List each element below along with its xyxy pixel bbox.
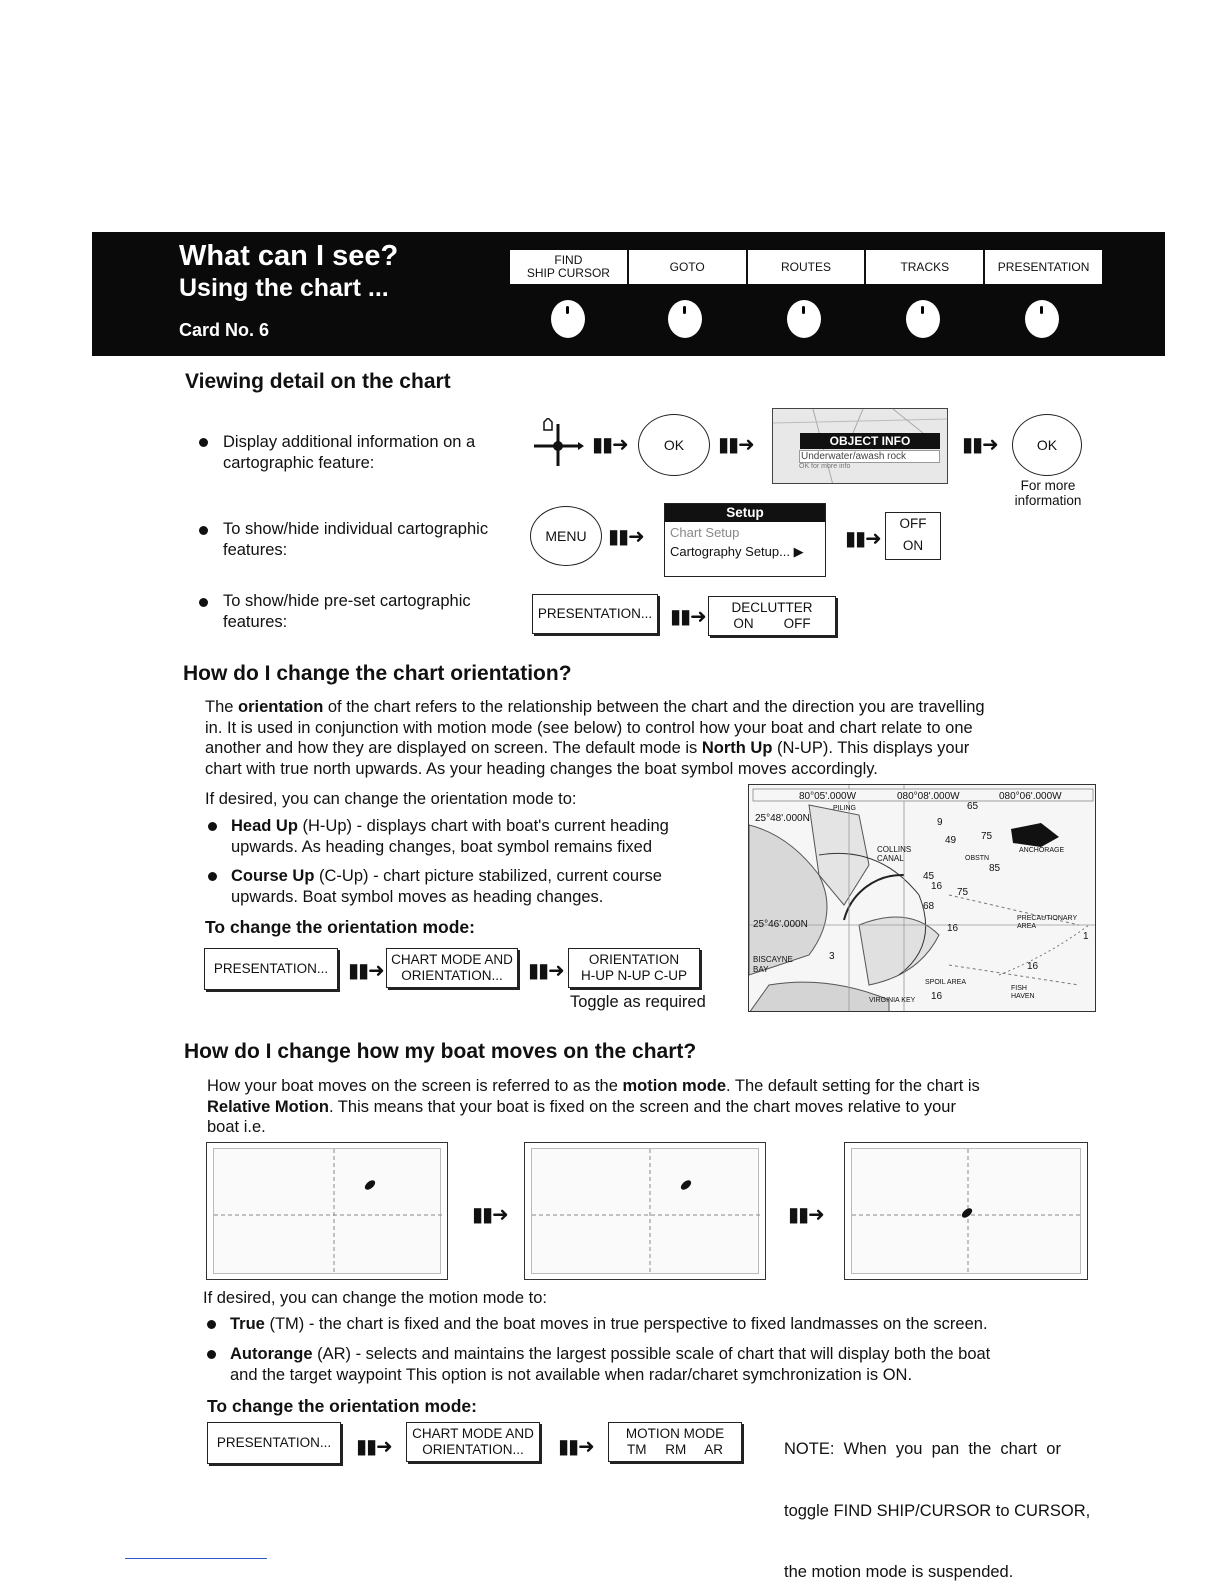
map-depth: 1 <box>1083 931 1089 942</box>
map-label: BISCAYNE BAY <box>753 955 793 974</box>
motion-paragraph <box>207 1076 1097 1138</box>
softkey-tracks[interactable] <box>866 250 985 284</box>
text-line: To show/hide pre-set cartographic <box>223 592 471 610</box>
softkey-label: GOTO <box>669 259 705 274</box>
text-line: upwards. Boat symbol moves as heading changes. <box>231 887 604 906</box>
motion-screen-1 <box>206 1142 448 1280</box>
bullet-icon <box>207 1350 216 1359</box>
object-info-title: OBJECT INFO <box>800 433 940 449</box>
screen-display <box>851 1148 1081 1274</box>
bullet-icon <box>199 438 208 447</box>
section-heading-viewing: Viewing detail on the chart <box>185 370 451 393</box>
text-line: ORIENTATION... <box>401 968 503 983</box>
declutter-toggle[interactable] <box>708 596 836 636</box>
text-line <box>207 1076 1097 1097</box>
map-depth: 85 <box>989 863 1001 874</box>
softkey-presentation[interactable] <box>985 250 1102 284</box>
map-coordinate: 25°48'.000N <box>755 813 810 824</box>
text-run: (C-Up) - chart picture stabilized, current course <box>314 867 662 885</box>
screen-grid-icon <box>532 1149 760 1275</box>
text-line: upwards. As heading changes, boat symbol remains fixed <box>231 837 652 856</box>
text-run: How your boat moves on the screen is referred to as the <box>207 1077 623 1095</box>
motion-if-desired: If desired, you can change the motion mode to: <box>203 1289 547 1307</box>
text-line <box>231 816 669 837</box>
text-run: (TM) - the chart is fixed and the boat moves in true perspective to fixed landmasses on the screen. <box>264 1315 988 1333</box>
softkey-goto[interactable] <box>629 250 748 284</box>
autorange-bullet <box>230 1344 990 1385</box>
map-depth: 75 <box>957 887 969 898</box>
text-run: (H-Up) - displays chart with boat's current heading <box>297 817 669 835</box>
softkey-label: PRESENTATION <box>997 259 1090 274</box>
arrow-icon: ▮▮➜ <box>356 1436 392 1458</box>
bullet-icon <box>199 598 208 607</box>
head-up-bullet <box>231 816 669 857</box>
arrow-icon: ▮▮➜ <box>718 434 754 456</box>
map-label: FISH HAVEN <box>1011 985 1035 1000</box>
declutter-options: ON OFF <box>733 616 811 631</box>
text-run-bold: Autorange <box>230 1345 313 1363</box>
arrow-icon: ▮▮➜ <box>788 1204 824 1226</box>
setup-menu-title: Setup <box>665 504 825 522</box>
text-run-bold: motion mode <box>622 1077 727 1095</box>
presentation-button[interactable] <box>207 1422 341 1464</box>
text-line: toggle FIND SHIP/CURSOR to CURSOR, <box>784 1501 1091 1520</box>
presentation-label: PRESENTATION... <box>537 606 653 621</box>
text-line: CHART MODE AND <box>412 1426 534 1441</box>
text-line <box>207 1097 1097 1118</box>
map-depth: 3 <box>829 951 835 962</box>
map-depth: 9 <box>937 817 943 828</box>
bullet-text <box>223 519 488 560</box>
presentation-label: PRESENTATION... <box>213 961 329 976</box>
chart-mode-orientation-button[interactable] <box>406 1422 540 1462</box>
section-heading-motion: How do I change how my boat moves on the chart? <box>184 1040 697 1063</box>
bullet-text <box>223 432 475 473</box>
chart-map-image <box>748 784 1096 1012</box>
text-line: NOTE: When you pan the chart or <box>784 1440 1061 1458</box>
softkey-bar <box>510 250 1102 284</box>
bullet-icon <box>207 1320 216 1329</box>
map-coordinate: 080°06'.000W <box>999 791 1062 802</box>
text-run: of the chart refers to the relationship between the chart and the direction you are travelling <box>323 698 985 716</box>
ok-label: OK <box>663 437 685 453</box>
orientation-if-desired: If desired, you can change the orientation mode to: <box>205 790 577 808</box>
text-line <box>205 697 1095 718</box>
softkey-knob-icon <box>906 300 940 338</box>
toggle-caption: Toggle as required <box>570 993 706 1011</box>
motion-to-change-heading: To change the orientation mode: <box>207 1396 477 1416</box>
text-line: features: <box>223 612 288 631</box>
chart-mode-orientation-button[interactable] <box>386 948 518 988</box>
page-title: What can I see? <box>179 240 399 272</box>
motion-note <box>784 1398 1090 1584</box>
map-depth: 49 <box>945 835 957 846</box>
text-run-bold: North Up <box>701 739 773 757</box>
setup-menu <box>664 503 826 577</box>
map-label: ANCHORAGE <box>1019 847 1065 854</box>
text-run: (AR) - selects and maintains the largest possible scale of chart that will display both the boat <box>312 1345 991 1363</box>
softkey-routes[interactable] <box>748 250 867 284</box>
bullet-text <box>223 591 471 632</box>
map-label: OBSTN <box>965 855 990 862</box>
presentation-label: PRESENTATION... <box>216 1435 332 1450</box>
arrow-icon: ▮▮➜ <box>472 1204 508 1226</box>
text-line: Display additional information on a <box>223 433 476 451</box>
setup-menu-item-cartography-setup[interactable]: Cartography Setup... ▶ <box>670 544 804 559</box>
presentation-button[interactable] <box>204 948 338 990</box>
for-more-information-caption <box>1004 478 1092 508</box>
menu-button[interactable] <box>530 506 602 566</box>
arrow-icon: ▮▮➜ <box>608 526 644 548</box>
text-run: The <box>205 698 239 716</box>
arrow-icon: ▮▮➜ <box>962 434 998 456</box>
text-line: CHART MODE AND <box>391 952 513 967</box>
softkey-knob-icon <box>551 300 585 338</box>
text-line: the motion mode is suspended. <box>784 1563 1014 1581</box>
presentation-button[interactable] <box>532 594 658 634</box>
object-info-description: Underwater/awash rock <box>799 450 940 463</box>
softkey-knob-icon <box>1025 300 1059 338</box>
text-run: chart with true north upwards. As your heading changes the boat symbol moves accordingly. <box>205 759 878 778</box>
map-depth: 16 <box>1027 961 1039 972</box>
section-heading-orientation: How do I change the chart orientation? <box>183 662 572 685</box>
map-label: COLLINS CANAL <box>877 845 912 863</box>
text-line: ORIENTATION <box>588 952 680 967</box>
orientation-toggle[interactable] <box>568 948 700 988</box>
softkey-knob-icon <box>787 300 821 338</box>
text-line: ORIENTATION... <box>422 1442 524 1457</box>
text-line: and the target waypoint This option is not available when radar/charet symchronization is ON. <box>230 1365 913 1384</box>
motion-screen-3 <box>844 1142 1088 1280</box>
arrow-icon: ▮▮➜ <box>558 1436 594 1458</box>
map-label: PILING <box>833 805 856 812</box>
map-depth: 16 <box>931 881 943 892</box>
ok-button[interactable] <box>1012 414 1082 476</box>
footer-rule <box>125 1558 267 1559</box>
map-depth: 16 <box>931 991 943 1002</box>
ok-button[interactable] <box>638 414 710 476</box>
arrow-icon: ▮▮➜ <box>348 960 384 982</box>
text-line: TM RM AR <box>626 1442 723 1457</box>
page-subtitle: Using the chart ... <box>179 274 389 302</box>
map-depth: 45 <box>923 871 935 882</box>
screen-display <box>213 1148 441 1274</box>
map-label: VIRGINIA KEY <box>869 997 916 1004</box>
text-line: For more <box>1020 478 1076 493</box>
bullet-icon <box>208 872 217 881</box>
text-line: H-UP N-UP C-UP <box>580 968 687 983</box>
orientation-to-change-heading: To change the orientation mode: <box>205 917 475 937</box>
text-run: . This means that your boat is fixed on the screen and the chart moves relative to your <box>328 1097 956 1116</box>
text-run: (N-UP). This displays your <box>772 739 970 757</box>
screen-display <box>531 1148 759 1274</box>
text-run-bold: True <box>230 1315 265 1333</box>
arrow-icon: ▮▮➜ <box>528 960 564 982</box>
motion-mode-toggle[interactable] <box>608 1422 742 1462</box>
cursor-crosshair-icon <box>530 418 586 470</box>
text-run-bold: Course Up <box>231 867 315 885</box>
text-run-bold: Head Up <box>231 817 298 835</box>
map-depth: 75 <box>981 831 993 842</box>
screen-grid-icon <box>852 1149 1082 1275</box>
setup-menu-item-chart-setup[interactable]: Chart Setup <box>670 525 740 540</box>
text-run: another and how they are displayed on screen. The default mode is <box>205 739 702 757</box>
true-motion-bullet <box>230 1314 988 1335</box>
menu-label: MENU <box>545 528 587 544</box>
declutter-title: DECLUTTER <box>731 600 813 615</box>
object-info-hint: OK for more info <box>799 463 851 470</box>
softkey-knob-icon <box>668 300 702 338</box>
text-line: cartographic feature: <box>223 453 375 472</box>
map-label: SPOIL AREA <box>925 979 966 986</box>
motion-screen-2 <box>524 1142 766 1280</box>
map-depth: 68 <box>923 901 935 912</box>
bullet-icon <box>208 822 217 831</box>
text-line <box>230 1344 990 1365</box>
softkey-label: ROUTES <box>780 259 831 274</box>
text-run: in. It is used in conjunction with motion mode (see below) to control how your boat and chart relate to one <box>205 718 973 737</box>
map-depth: 16 <box>947 923 959 934</box>
card-number: Card No. 6 <box>179 320 270 340</box>
map-coordinate: 080°08'.000W <box>897 791 960 802</box>
text-line: information <box>1014 493 1082 508</box>
map-coordinate: 25°46'.000N <box>753 919 808 930</box>
text-line: MOTION MODE <box>625 1426 725 1441</box>
text-line: To show/hide individual cartographic <box>223 520 489 538</box>
softkey-label: TRACKS <box>900 259 950 274</box>
toggle-off-label: OFF <box>899 516 927 531</box>
map-coordinate: 80°05'.000W <box>799 791 857 802</box>
orientation-paragraph <box>205 697 1095 779</box>
ok-label: OK <box>1036 437 1058 453</box>
off-on-toggle[interactable] <box>885 512 941 560</box>
text-run-bold: Relative Motion <box>207 1097 329 1116</box>
text-line <box>205 759 1095 780</box>
softkey-find-ship-cursor[interactable] <box>510 250 629 284</box>
arrow-icon: ▮▮➜ <box>845 528 881 550</box>
map-depth: 65 <box>967 801 979 812</box>
text-line: features: <box>223 540 288 559</box>
text-line <box>231 866 662 887</box>
text-run-bold: orientation <box>238 698 324 716</box>
text-line <box>207 1117 1097 1138</box>
text-line <box>205 738 1095 759</box>
toggle-on-label: ON <box>902 538 924 553</box>
screen-grid-icon <box>214 1149 442 1275</box>
arrow-icon: ▮▮➜ <box>670 606 706 628</box>
arrow-icon: ▮▮➜ <box>592 434 628 456</box>
object-info-screen <box>772 408 948 484</box>
text-run: . The default setting for the chart is <box>726 1077 980 1095</box>
text-run: boat i.e. <box>207 1118 266 1136</box>
map-label: PRECAUTIONARY AREA <box>1017 915 1078 930</box>
bullet-icon <box>199 526 208 535</box>
softkey-label: FIND <box>554 253 583 267</box>
softkey-label: SHIP CURSOR <box>526 266 610 280</box>
text-line <box>205 718 1095 739</box>
course-up-bullet <box>231 866 662 907</box>
